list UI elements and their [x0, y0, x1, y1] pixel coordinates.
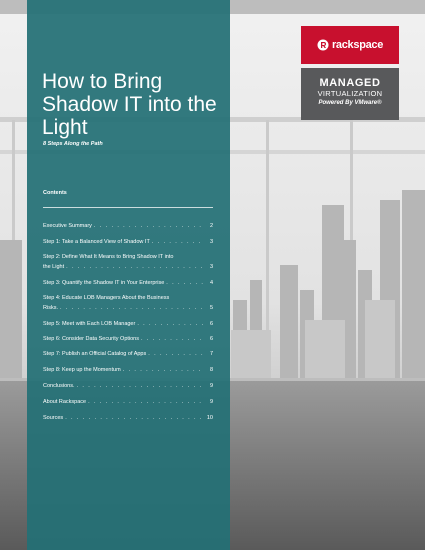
- rackspace-mark-icon: [317, 39, 329, 51]
- toc-page-number: 6: [209, 336, 213, 342]
- toc-step-2[interactable]: Step 2: Define What It Means to Bring Shadow IT into the Light . . . 3: [43, 252, 213, 272]
- toc-page-number: 3: [209, 264, 213, 270]
- rackspace-wordmark: rackspace: [331, 39, 384, 51]
- toc-step-7[interactable]: Step 7: Publish an Official Catalog of Apps . . . 7: [43, 349, 213, 359]
- toc-step-1[interactable]: Step 1: Take a Balanced View of Shadow IT . . . 3: [43, 237, 213, 247]
- toc-page-number: 7: [209, 351, 213, 357]
- toc-sources[interactable]: Sources . . . 10: [43, 413, 213, 423]
- toc-page-number: 10: [206, 415, 213, 421]
- toc-step-6[interactable]: Step 6: Consider Data Security Options . . . 6: [43, 334, 213, 344]
- toc-step-5[interactable]: Step 5: Meet with Each LOB Manager . . . 6: [43, 319, 213, 329]
- document-subtitle: 8 Steps Along the Path: [43, 141, 103, 147]
- toc-page-number: 9: [209, 399, 213, 405]
- toc-step-8[interactable]: Step 8: Keep up the Momentum . . . 8: [43, 365, 213, 375]
- toc-step-3[interactable]: Step 3: Quantify the Shadow IT in Your Enterprise . . . 4: [43, 278, 213, 288]
- badge-powered-by-text: Powered By VMware®: [318, 100, 382, 106]
- contents-divider: [43, 207, 213, 208]
- toc-conclusions[interactable]: Conclusions. . . . 9: [43, 381, 213, 391]
- toc-step-4[interactable]: Step 4: Educate LOB Managers About the Business Risks. . . . 5: [43, 293, 213, 313]
- toc-page-number: 5: [209, 305, 213, 311]
- toc-page-number: 8: [209, 367, 213, 373]
- toc-about-rackspace[interactable]: About Rackspace . . . 9: [43, 397, 213, 407]
- toc-page-number: 6: [209, 321, 213, 327]
- toc-page-number: 3: [209, 239, 213, 245]
- toc-executive-summary[interactable]: Executive Summary . . . 2: [43, 221, 213, 231]
- managed-virtualization-badge: [301, 68, 399, 120]
- contents-heading: Contents: [43, 190, 67, 196]
- toc-page-number: 9: [209, 383, 213, 389]
- rackspace-logo: [301, 26, 399, 64]
- toc-page-number: 4: [209, 280, 213, 286]
- toc-page-number: 2: [209, 223, 213, 229]
- badge-virtualization-text: VIRTUALIZATION: [317, 89, 383, 98]
- document-title: How to Bring Shadow IT into the Light: [42, 70, 217, 139]
- badge-managed-text: MANAGED: [319, 77, 381, 89]
